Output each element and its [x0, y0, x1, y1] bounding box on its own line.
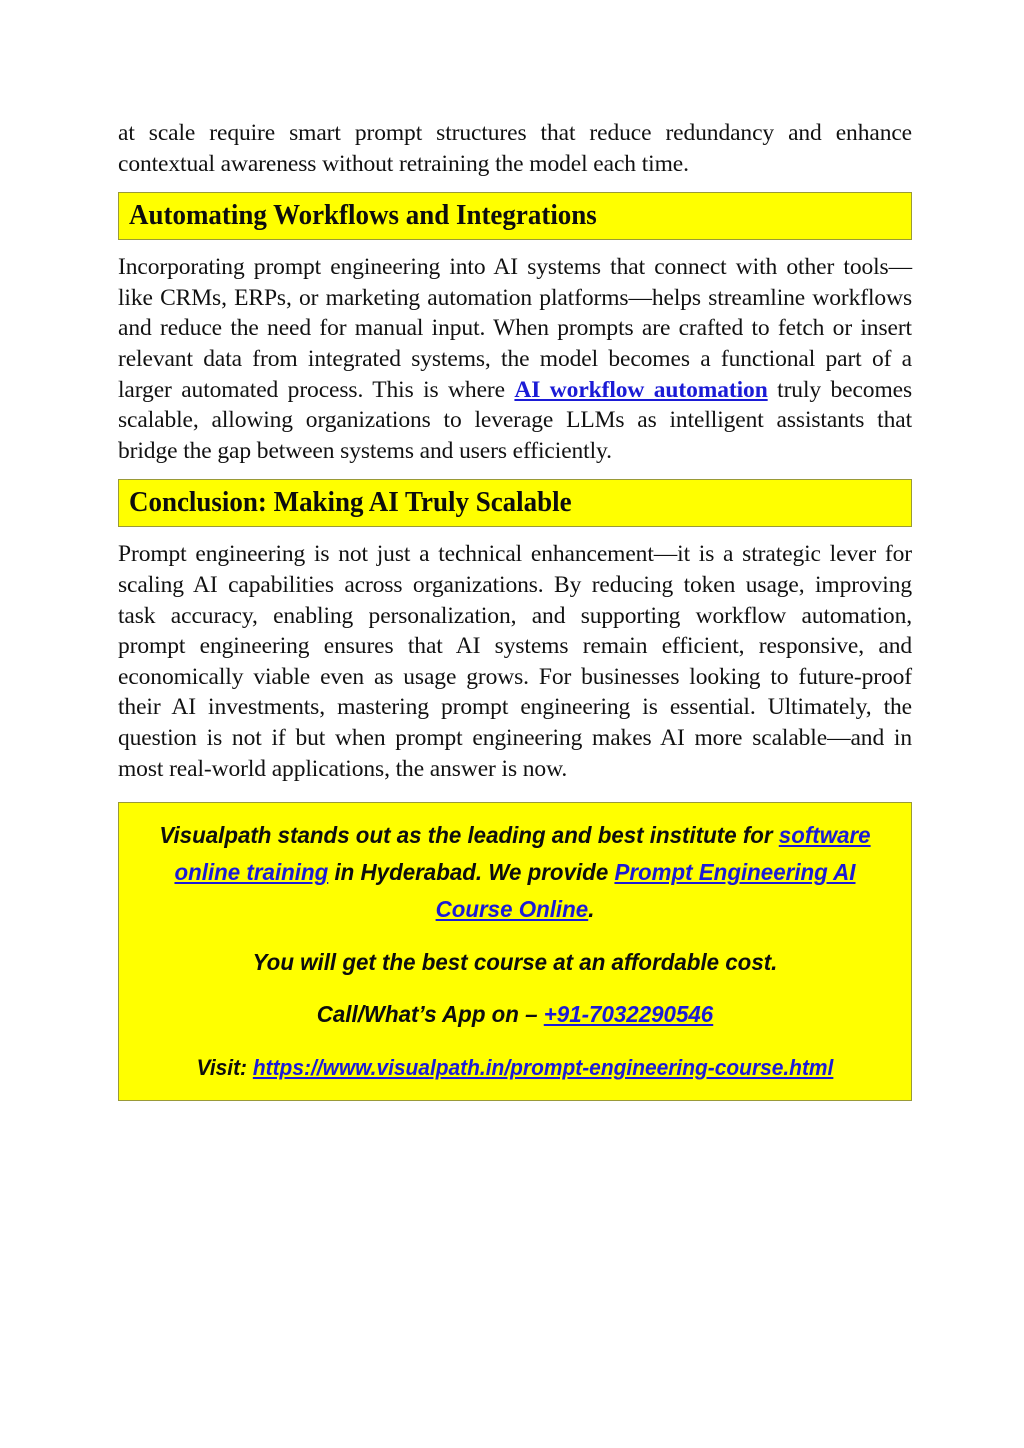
heading-text: Automating Workflows and Integrations [129, 199, 597, 232]
paragraph-conclusion: Prompt engineering is not just a technical enhancement—it is a strategic lever for scaling AI capabilities across organizations. By reducing token usage, improving task accuracy, enabling personalization, and supporting workflow automation, prompt engineering ensures that AI systems remain efficient, responsive, and economically viable even as usage grows. For businesses looking to future-proof their AI investments, mastering prompt engineering is essential. Ultimately, the question is not if but when prompt engineering makes AI more scalable—and in most real-world applications, the answer is now. [118, 541, 912, 782]
paragraph-text-after-link: truly becomes scalable, allowing organizations to leverage LLMs as intelligent assistants that bridge the gap between systems and users efficiently. [118, 376, 912, 464]
section-heading-conclusion [118, 479, 912, 527]
paragraph-text-before-link: Incorporating prompt engineering into AI systems that connect with other tools—like CRMs, ERPs, or marketing automation platforms—helps streamline workflows and reduce the need for manual input. When prompts are crafted to fetch or insert relevant data from integrated systems, the model becomes a functional part of a larger automated process. This is where [118, 254, 912, 403]
call-whatsapp-label: Call/What’s App on – [316, 1001, 544, 1028]
section-heading-automating-workflows [118, 192, 912, 240]
software-online-training-link[interactable]: software online training [174, 822, 871, 886]
promo-line-affordable-cost: You will get the best course at an affordable cost. [252, 949, 778, 976]
phone-number-link[interactable]: +91-7032290546 [543, 1001, 714, 1028]
promo-text-3: . [588, 896, 595, 923]
ai-workflow-automation-link[interactable]: AI workflow automation [514, 376, 768, 403]
website-url-link[interactable]: https://www.visualpath.in/prompt-engineering-course.html [252, 1055, 834, 1081]
prompt-engineering-course-link[interactable]: Prompt Engineering AI Course Online [435, 859, 856, 923]
promo-line-intro [152, 817, 878, 928]
promo-text-1: Visualpath stands out as the leading and best institute for [159, 822, 779, 849]
paragraph-automating-workflows [118, 252, 912, 466]
promo-line-visit [160, 1049, 871, 1086]
promo-line-contact [152, 996, 878, 1033]
intro-paragraph: at scale require smart prompt structures that reduce redundancy and enhance contextual awareness without retraining the model each time. [118, 120, 912, 177]
page-content [118, 118, 912, 1101]
promotional-callout-box [118, 802, 912, 1101]
visit-label: Visit: [196, 1055, 253, 1081]
promo-text-2: in Hyderabad. We provide [328, 859, 615, 886]
heading-text: Conclusion: Making AI Truly Scalable [129, 486, 572, 519]
